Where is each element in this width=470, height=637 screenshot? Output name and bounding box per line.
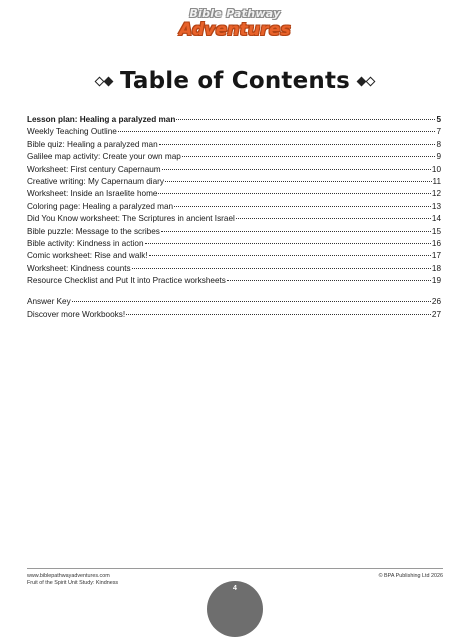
toc-entry[interactable] xyxy=(27,151,441,163)
table-of-contents xyxy=(27,114,441,321)
toc-entry-label: Discover more Workbooks! xyxy=(27,309,126,319)
toc-entry-page: 15 xyxy=(431,226,441,236)
toc-entry[interactable] xyxy=(27,188,441,200)
toc-dot-leader xyxy=(161,230,431,232)
toc-entry-page: 16 xyxy=(431,238,441,248)
toc-entry[interactable] xyxy=(27,201,441,213)
title-row xyxy=(0,64,470,98)
toc-entry-page: 10 xyxy=(431,164,441,174)
toc-entry-label: Creative writing: My Capernaum diary xyxy=(27,176,164,186)
toc-entry-label: Resource Checklist and Put It into Practice worksheets xyxy=(27,276,226,286)
right-diamond-ornament-icon xyxy=(358,78,374,85)
toc-entry[interactable] xyxy=(27,309,441,321)
toc-entry-label: Worksheet: First century Capernaum xyxy=(27,164,161,174)
toc-entry[interactable] xyxy=(27,250,441,262)
left-diamond-ornament-icon xyxy=(96,78,112,85)
toc-entry-page: 17 xyxy=(431,251,441,261)
toc-dot-leader xyxy=(227,279,431,281)
toc-entry-label: Coloring page: Healing a paralyzed man xyxy=(27,201,174,211)
toc-entry-page: 11 xyxy=(432,176,441,186)
toc-entry-page: 12 xyxy=(431,189,441,199)
toc-dot-leader xyxy=(182,155,436,157)
toc-entry[interactable] xyxy=(27,176,441,188)
logo-top-text: Bible Pathway xyxy=(189,7,281,20)
toc-entry-page: 9 xyxy=(436,152,441,162)
toc-entry[interactable] xyxy=(27,164,441,176)
toc-dot-leader xyxy=(174,205,431,207)
toc-entry-label: Bible quiz: Healing a paralyzed man xyxy=(27,139,158,149)
toc-dot-leader xyxy=(132,267,431,269)
footer-copyright: © BPA Publishing Ltd 2026 xyxy=(378,573,443,579)
toc-entry-page: 26 xyxy=(431,297,441,307)
toc-entry-label: Worksheet: Kindness counts xyxy=(27,263,131,273)
toc-main-list xyxy=(27,114,441,287)
toc-entry[interactable] xyxy=(27,263,441,275)
toc-entry-label: Did You Know worksheet: The Scriptures in ancient Israel xyxy=(27,214,235,224)
toc-dot-leader xyxy=(118,130,436,132)
toc-entry-page: 8 xyxy=(436,139,441,149)
toc-dot-leader xyxy=(126,313,431,315)
toc-entry-page: 7 xyxy=(436,127,441,137)
toc-entry[interactable] xyxy=(27,275,441,287)
footer-divider xyxy=(27,568,443,569)
logo-bottom-text: Adventures xyxy=(179,20,291,40)
toc-entry-page: 14 xyxy=(431,214,441,224)
toc-entry[interactable] xyxy=(27,114,441,126)
toc-entry-label: Weekly Teaching Outline xyxy=(27,127,117,137)
toc-entry-label: Answer Key xyxy=(27,297,71,307)
toc-entry[interactable] xyxy=(27,139,441,151)
page-title: Table of Contents xyxy=(119,68,351,94)
toc-dot-leader xyxy=(158,192,430,194)
toc-dot-leader xyxy=(159,143,436,145)
toc-entry-page: 5 xyxy=(436,115,441,124)
toc-entry-page: 13 xyxy=(431,201,441,211)
toc-entry-label: Bible puzzle: Message to the scribes xyxy=(27,226,160,236)
toc-dot-leader xyxy=(176,118,435,120)
toc-dot-leader xyxy=(165,180,432,182)
footer-website[interactable]: www.biblepathwayadventures.com xyxy=(27,573,110,579)
toc-entry-label: Comic worksheet: Rise and walk! xyxy=(27,251,148,261)
toc-dot-leader xyxy=(162,168,431,170)
toc-dot-leader xyxy=(145,242,431,244)
footer-subtitle: Fruit of the Spirit Unit Study: Kindness xyxy=(27,580,119,586)
toc-entry[interactable] xyxy=(27,296,441,308)
toc-entry-label: Worksheet: Inside an Israelite home xyxy=(27,189,158,199)
toc-entry[interactable] xyxy=(27,213,441,225)
toc-extra-list xyxy=(27,296,441,321)
toc-dot-leader xyxy=(149,254,431,256)
footer-left xyxy=(27,573,118,587)
toc-entry[interactable] xyxy=(27,126,441,138)
toc-dot-leader xyxy=(236,217,431,219)
toc-entry-label: Bible activity: Kindness in action xyxy=(27,238,144,248)
toc-entry-label: Galilee map activity: Create your own map xyxy=(27,152,181,162)
toc-entry-page: 27 xyxy=(431,309,441,319)
toc-entry-label: Lesson plan: Healing a paralyzed man xyxy=(27,115,176,124)
page-number: 4 xyxy=(233,585,237,592)
logo xyxy=(0,8,470,40)
toc-entry[interactable] xyxy=(27,238,441,250)
toc-entry-page: 18 xyxy=(431,263,441,273)
toc-entry[interactable] xyxy=(27,226,441,238)
toc-dot-leader xyxy=(72,300,431,302)
toc-entry-page: 19 xyxy=(431,276,441,286)
